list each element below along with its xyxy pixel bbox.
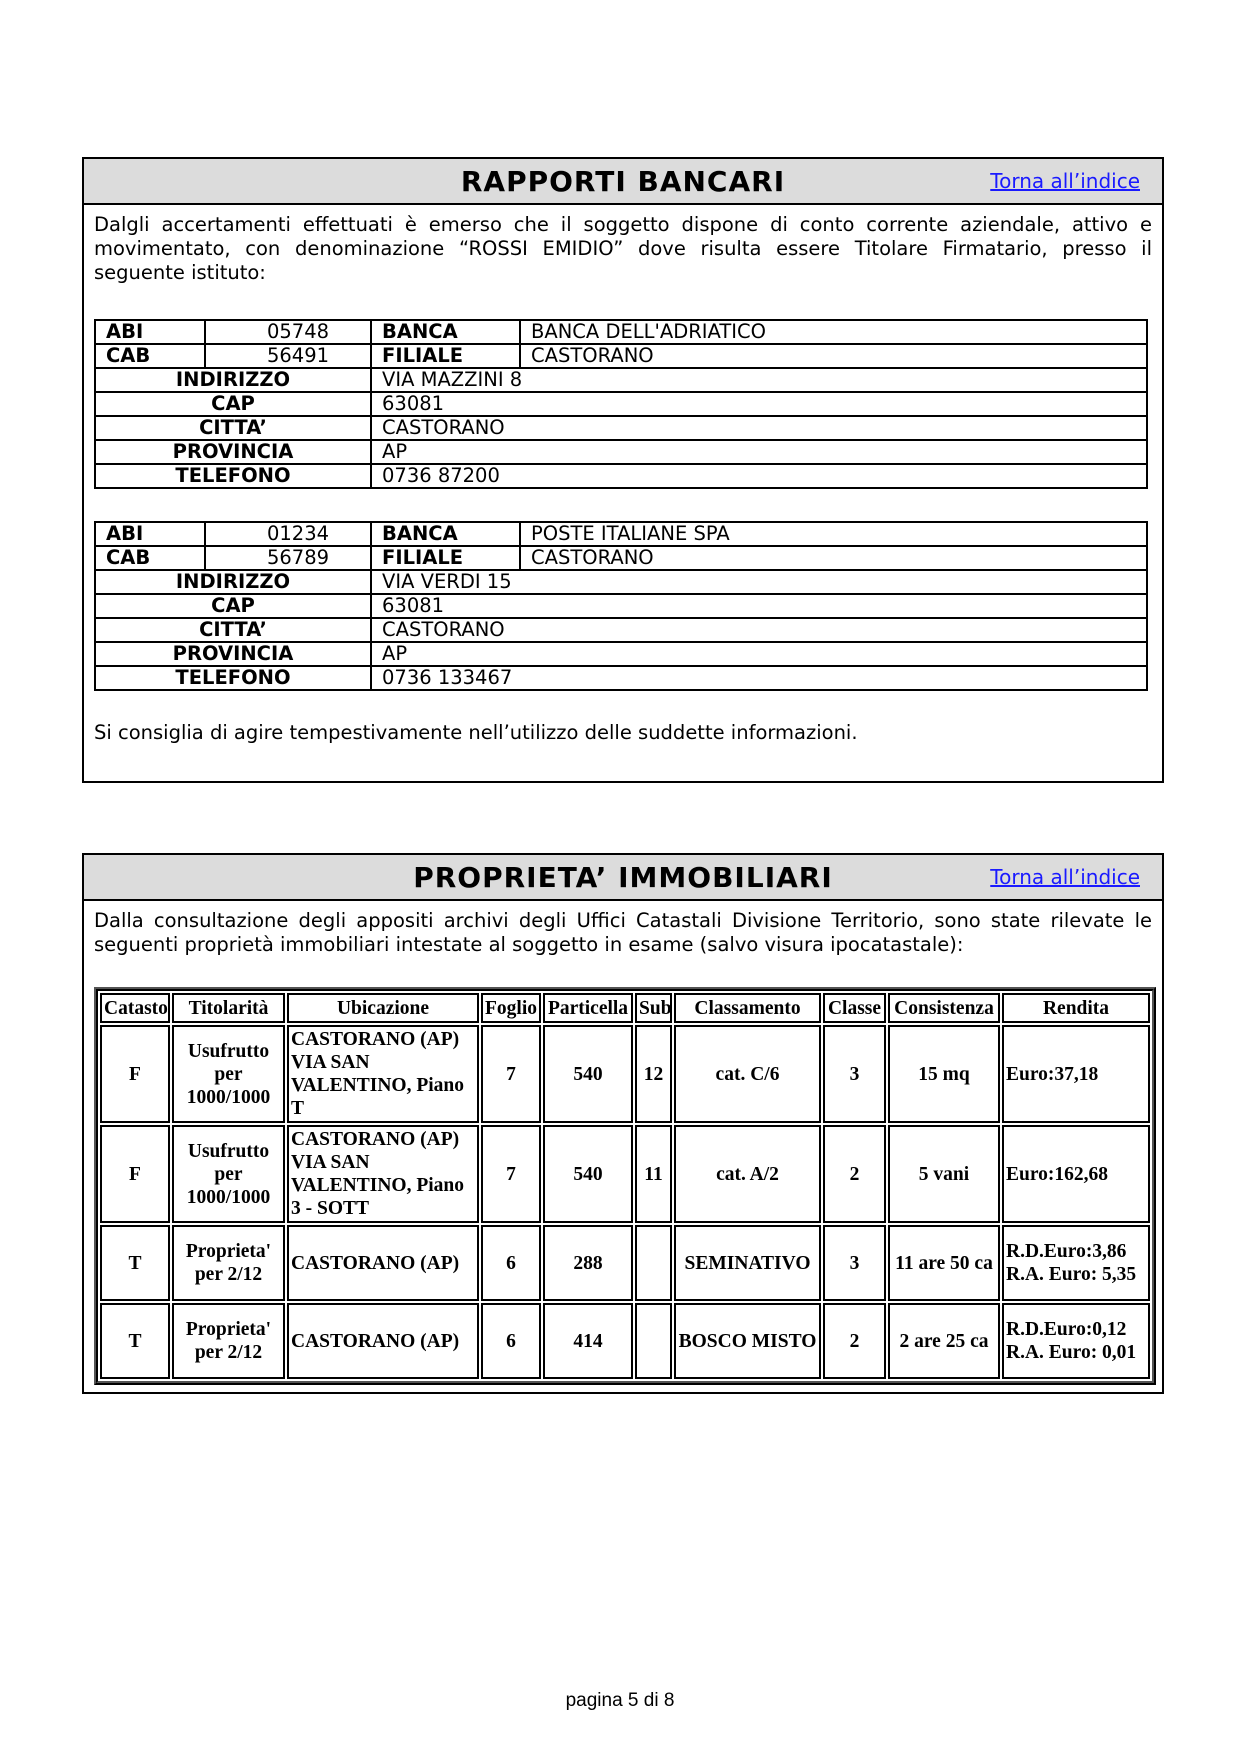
telefono-value: 0736 87200	[371, 464, 1147, 488]
table-row	[95, 416, 1147, 440]
col-header-sub: Sub	[635, 993, 672, 1023]
classamento-cell: BOSCO MISTO	[674, 1303, 821, 1379]
col-header-titolarita: Titolarità	[172, 993, 285, 1023]
citta-value: CASTORANO	[371, 618, 1147, 642]
bank-table-1	[94, 319, 1148, 489]
filiale-label: FILIALE	[371, 344, 520, 368]
property-intro: Dalla consultazione degli appositi archivi degli Uffici Catastali Divisione Territorio, sono state rilevate le seguenti proprietà immobiliari intestate al soggetto in esame (salvo visura ipocatastale):	[94, 909, 1152, 956]
col-header-rendita: Rendita	[1002, 993, 1150, 1023]
table-row	[95, 594, 1147, 618]
back-to-index-link[interactable]: Torna all’indice	[990, 169, 1140, 193]
abi-value: 01234	[205, 522, 371, 546]
table-row	[95, 642, 1147, 666]
table-row	[95, 344, 1147, 368]
consistenza-cell: 15 mq	[888, 1025, 1000, 1123]
cap-value: 63081	[371, 594, 1147, 618]
property-section-title: PROPRIETA’ IMMOBILIARI	[413, 860, 833, 894]
filiale-value: CASTORANO	[520, 344, 1147, 368]
classamento-cell: SEMINATIVO	[674, 1225, 821, 1301]
table-row	[95, 392, 1147, 416]
table-row	[95, 666, 1147, 690]
classamento-cell: cat. C/6	[674, 1025, 821, 1123]
table-row	[95, 368, 1147, 392]
rendita-cell: Euro:162,68	[1002, 1125, 1150, 1223]
telefono-label: TELEFONO	[95, 666, 371, 690]
particella-cell: 288	[543, 1225, 633, 1301]
cap-label: CAP	[95, 392, 371, 416]
rendita-cell: R.D.Euro:0,12 R.A. Euro: 0,01	[1002, 1303, 1150, 1379]
titolarita-cell: Usufrutto per 1000/1000	[172, 1025, 285, 1123]
ubicazione-cell: CASTORANO (AP)	[287, 1225, 479, 1301]
sub-cell: 12	[635, 1025, 672, 1123]
abi-label: ABI	[95, 320, 205, 344]
telefono-value: 0736 133467	[371, 666, 1147, 690]
titolarita-cell: Proprieta' per 2/12	[172, 1225, 285, 1301]
citta-label: CITTA’	[95, 416, 371, 440]
cab-value: 56491	[205, 344, 371, 368]
classe-cell: 3	[823, 1225, 886, 1301]
bank-table-2	[94, 521, 1148, 691]
ubicazione-cell: CASTORANO (AP) VIA SAN VALENTINO, Piano T	[287, 1025, 479, 1123]
cap-value: 63081	[371, 392, 1147, 416]
foglio-cell: 6	[481, 1303, 541, 1379]
property-section-header	[84, 855, 1162, 901]
table-header-row	[100, 993, 1150, 1023]
foglio-cell: 6	[481, 1225, 541, 1301]
filiale-label: FILIALE	[371, 546, 520, 570]
col-header-classamento: Classamento	[674, 993, 821, 1023]
foglio-cell: 7	[481, 1025, 541, 1123]
col-header-catasto: Catasto	[100, 993, 170, 1023]
indirizzo-value: VIA MAZZINI 8	[371, 368, 1147, 392]
rendita-cell: Euro:37,18	[1002, 1025, 1150, 1123]
consistenza-cell: 11 are 50 ca	[888, 1225, 1000, 1301]
sub-cell: 11	[635, 1125, 672, 1223]
cab-label: CAB	[95, 546, 205, 570]
particella-cell: 540	[543, 1125, 633, 1223]
table-row	[95, 320, 1147, 344]
indirizzo-label: INDIRIZZO	[95, 368, 371, 392]
banca-value: BANCA DELL'ADRIATICO	[520, 320, 1147, 344]
titolarita-cell: Usufrutto per 1000/1000	[172, 1125, 285, 1223]
provincia-value: AP	[371, 642, 1147, 666]
ubicazione-cell: CASTORANO (AP)	[287, 1303, 479, 1379]
citta-label: CITTA’	[95, 618, 371, 642]
back-to-index-link[interactable]: Torna all’indice	[990, 865, 1140, 889]
property-section	[82, 853, 1164, 1394]
banca-value: POSTE ITALIANE SPA	[520, 522, 1147, 546]
cab-value: 56789	[205, 546, 371, 570]
citta-value: CASTORANO	[371, 416, 1147, 440]
col-header-consistenza: Consistenza	[888, 993, 1000, 1023]
provincia-value: AP	[371, 440, 1147, 464]
bank-intro: Dalgli accertamenti effettuati è emerso che il soggetto dispone di conto corrente aziendale, attivo e movimentato, con denominazione “ROSSI EMIDIO” dove risulta essere Titolare Firmatario, presso il seguente istituto:	[94, 213, 1152, 284]
table-row	[100, 1125, 1150, 1223]
classamento-cell: cat. A/2	[674, 1125, 821, 1223]
filiale-value: CASTORANO	[520, 546, 1147, 570]
bank-note: Si consiglia di agire tempestivamente nell’utilizzo delle suddette informazioni.	[94, 721, 858, 744]
telefono-label: TELEFONO	[95, 464, 371, 488]
catasto-cell: F	[100, 1025, 170, 1123]
abi-value: 05748	[205, 320, 371, 344]
col-header-foglio: Foglio	[481, 993, 541, 1023]
classe-cell: 2	[823, 1125, 886, 1223]
banca-label: BANCA	[371, 522, 520, 546]
rendita-cell: R.D.Euro:3,86 R.A. Euro: 5,35	[1002, 1225, 1150, 1301]
page-number: pagina 5 di 8	[565, 1690, 675, 1711]
table-row	[100, 1303, 1150, 1379]
property-table	[98, 991, 1152, 1381]
ubicazione-cell: CASTORANO (AP) VIA SAN VALENTINO, Piano 3 - SOTT	[287, 1125, 479, 1223]
provincia-label: PROVINCIA	[95, 440, 371, 464]
indirizzo-value: VIA VERDI 15	[371, 570, 1147, 594]
consistenza-cell: 2 are 25 ca	[888, 1303, 1000, 1379]
sub-cell	[635, 1225, 672, 1301]
table-row	[95, 440, 1147, 464]
cab-label: CAB	[95, 344, 205, 368]
sub-cell	[635, 1303, 672, 1379]
catasto-cell: F	[100, 1125, 170, 1223]
col-header-classe: Classe	[823, 993, 886, 1023]
catasto-cell: T	[100, 1225, 170, 1301]
table-row	[95, 618, 1147, 642]
banca-label: BANCA	[371, 320, 520, 344]
table-row	[95, 570, 1147, 594]
bank-section-header	[84, 159, 1162, 205]
abi-label: ABI	[95, 522, 205, 546]
classe-cell: 2	[823, 1303, 886, 1379]
bank-section	[82, 157, 1164, 783]
table-row	[95, 464, 1147, 488]
col-header-ubicazione: Ubicazione	[287, 993, 479, 1023]
particella-cell: 540	[543, 1025, 633, 1123]
titolarita-cell: Proprieta' per 2/12	[172, 1303, 285, 1379]
table-row	[100, 1025, 1150, 1123]
table-row	[100, 1225, 1150, 1301]
bank-section-title: RAPPORTI BANCARI	[460, 164, 786, 198]
property-table-frame	[94, 987, 1156, 1385]
foglio-cell: 7	[481, 1125, 541, 1223]
particella-cell: 414	[543, 1303, 633, 1379]
table-row	[95, 522, 1147, 546]
classe-cell: 3	[823, 1025, 886, 1123]
cap-label: CAP	[95, 594, 371, 618]
provincia-label: PROVINCIA	[95, 642, 371, 666]
col-header-particella: Particella	[543, 993, 633, 1023]
indirizzo-label: INDIRIZZO	[95, 570, 371, 594]
consistenza-cell: 5 vani	[888, 1125, 1000, 1223]
catasto-cell: T	[100, 1303, 170, 1379]
table-row	[95, 546, 1147, 570]
